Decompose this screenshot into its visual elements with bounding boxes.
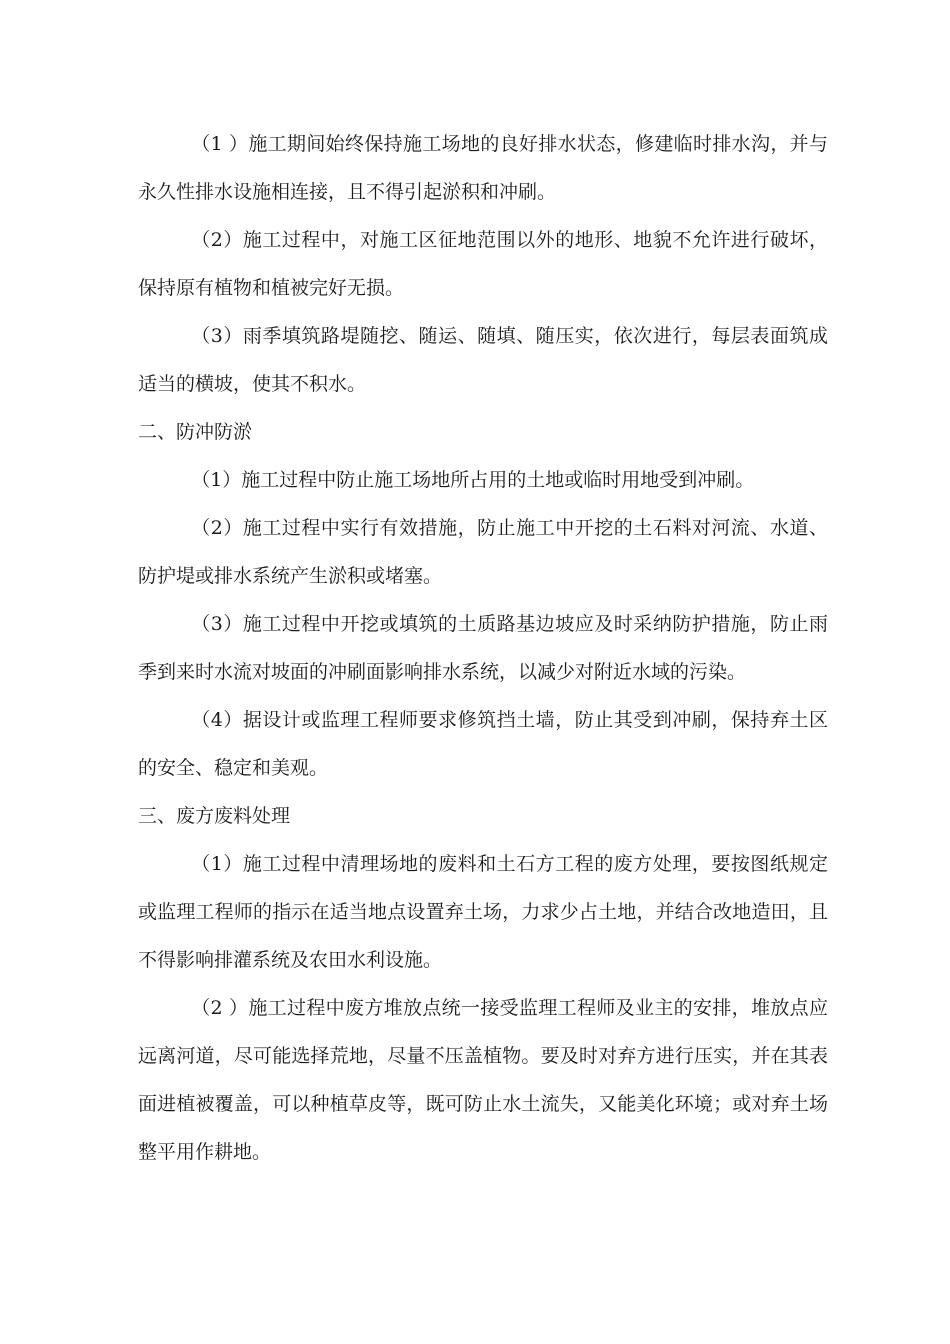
- paragraph-s2-2: （2）施工过程中实行有效措施，防止施工中开挖的土石料对河流、水道、防护堤或排水系统产生淤积或堵塞。: [138, 517, 828, 587]
- section-heading-3: 三、废方废料处理: [138, 805, 291, 827]
- paragraph-s1-3: （3）雨季填筑路堤随挖、随运、随填、随压实，依次进行，每层表面筑成适当的横坡，使其不积水。: [138, 325, 828, 395]
- paragraph-s2-4: （4）据设计或监理工程师要求修筑挡土墙，防止其受到冲刷，保持弃土区的安全、稳定和美观。: [138, 709, 828, 779]
- paragraph-s2-1: （1）施工过程中防止施工场地所占用的土地或临时用地受到冲刷。: [191, 469, 755, 491]
- document-body: [138, 120, 828, 1176]
- paragraph-s3-1: （1）施工过程中清理场地的废料和土石方工程的废方处理，要按图纸规定或监理工程师的指示在适当地点设置弃土场，力求少占土地，并结合改地造田，且不得影响排灌系统及农田水利设施。: [138, 853, 828, 971]
- paragraph-s1-1: （1 ）施工期间始终保持施工场地的良好排水状态，修建临时排水沟，并与永久性排水设施相连接，且不得引起淤积和冲刷。: [138, 133, 828, 203]
- paragraph-s1-2: （2）施工过程中，对施工区征地范围以外的地形、地貌不允许进行破坏，保持原有植物和植被完好无损。: [138, 229, 828, 299]
- section-heading-2: 二、防冲防淤: [138, 421, 253, 443]
- paragraph-s2-3: （3）施工过程中开挖或填筑的土质路基边坡应及时采纳防护措施，防止雨季到来时水流对坡面的冲刷面影响排水系统，以减少对附近水域的污染。: [138, 613, 828, 683]
- paragraph-s3-2: （2 ）施工过程中废方堆放点统一接受监理工程师及业主的安排，堆放点应远离河道，尽可能选择荒地，尽量不压盖植物。要及时对弃方进行压实，并在其表面进植被覆盖，可以种植草皮等，既可防止水土流失，又能美化环境；或对弃土场整平用作耕地。: [138, 997, 828, 1163]
